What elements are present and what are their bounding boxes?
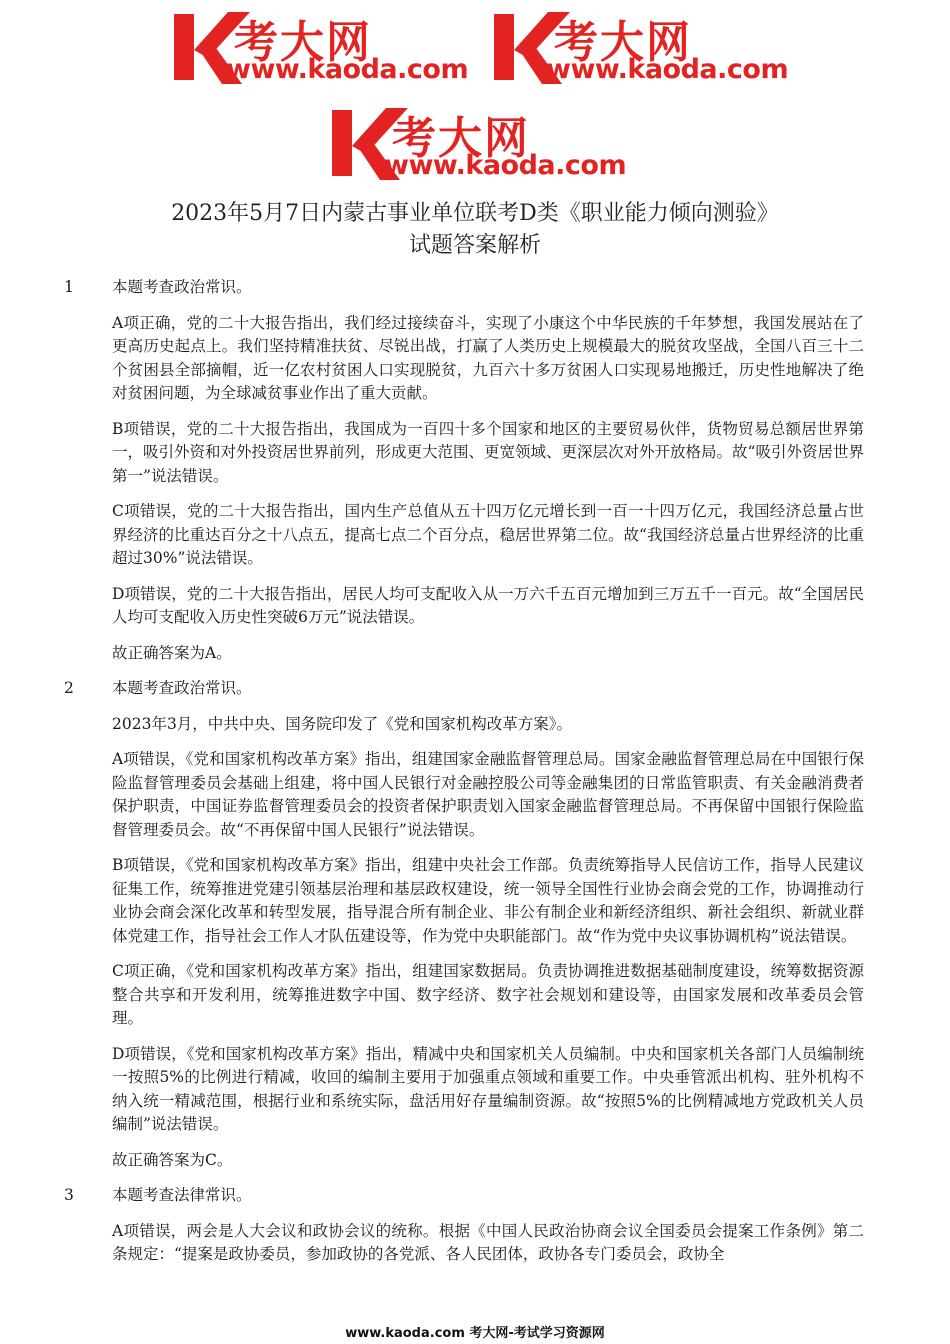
explanation-paragraph: C项正确，《党和国家机构改革方案》指出，组建国家数据局。负责协调推进数据基础制度建设，统筹数据资源整合共享和开发利用，统筹推进数字中国、数字经济、数字社会规划和建设等，由国家发展和改革委员会管理。 [112, 962, 864, 1027]
logo-right [492, 8, 812, 88]
question-heading [64, 677, 864, 701]
answer-line: 故正确答案为A。 [112, 643, 232, 662]
logo-cn-text: 考大网 [234, 17, 372, 68]
doc-title-line2: 试题答案解析 [408, 233, 541, 258]
question-heading [64, 276, 864, 300]
explanation-paragraph: A项错误，两会是人大会议和政协会议的统称。根据《中国人民政治协商会议全国委员会提案工作条例》第二条规定：“提案是政协委员，参加政协的各党派、各人民团体，政协各专门委员会，政协全 [112, 1221, 864, 1263]
question-topic: 本题考查法律常识。 [112, 1186, 252, 1204]
doc-title-line1: 2023年5月7日内蒙古事业单位联考D类《职业能力倾向测验》 [171, 201, 779, 226]
logo-center [330, 104, 650, 184]
question-number: 3 [64, 1186, 74, 1204]
logo-cn-text: 考大网 [392, 113, 530, 164]
logo-cn-text: 考大网 [554, 17, 692, 68]
logo-url-text: www.kaoda.com [226, 54, 469, 85]
page-footer: www.kaoda.com 考大网-考试学习资源网 [345, 1326, 605, 1341]
answer-content [64, 276, 864, 1267]
question-number: 2 [64, 679, 74, 697]
explanation-paragraph: C项错误，党的二十大报告指出，国内生产总值从五十四万亿元增长到一百一十四万亿元，我国经济总量占世界经济的比重达百分之十八点五，提高七点二个百分点，稳居世界第二位。故“我国经济总量占世界经济的比重超过30%”说法错误。 [112, 502, 864, 567]
explanation-paragraph: D项错误，《党和国家机构改革方案》指出，精减中央和国家机关人员编制。中央和国家机关各部门人员编制统一按照5%的比例进行精减，收回的编制主要用于加强重点领域和重要工作。中央垂管派出机构、驻外机构不纳入统一精减范围，根据行业和系统实际，盘活用好存量编制资源。故“按照5%的比例精减地方党政机关人员编制”说法错误。 [112, 1044, 864, 1133]
explanation-paragraph: 2023年3月，中共中央、国务院印发了《党和国家机构改革方案》。 [112, 714, 573, 733]
answer-line: 故正确答案为C。 [112, 1150, 233, 1169]
question-number: 1 [64, 278, 74, 296]
explanation-paragraph: B项错误，党的二十大报告指出，我国成为一百四十多个国家和地区的主要贸易伙伴，货物贸易总额居世界第一，吸引外资和对外投资居世界前列，形成更大范围、更宽领域、更深层次对外开放格局。故“吸引外资居世界第一”说法错误。 [112, 419, 864, 485]
explanation-paragraph: A项错误，《党和国家机构改革方案》指出，组建国家金融监督管理总局。国家金融监督管理总局在中国银行保险监督管理委员会基础上组建，将中国人民银行对金融控股公司等金融集团的日常监管职责、有关金融消费者保护职责，中国证券监督管理委员会的投资者保护职责划入国家金融监督管理总局。不再保留中国银行保险监督管理委员会。故“不再保留中国人民银行”说法错误。 [112, 750, 864, 839]
question-heading [64, 1184, 864, 1208]
logo-url-text: www.kaoda.com [546, 54, 789, 85]
logo-left [172, 8, 492, 88]
explanation-paragraph: B项错误，《党和国家机构改革方案》指出，组建中央社会工作部。负责统筹指导人民信访工作，指导人民建议征集工作，统筹推进党建引领基层治理和基层政权建设，统一领导全国性行业协会商会党的工作，协调推动行业协会商会深化改革和转型发展，指导混合所有制企业、非公有制企业和新经济组织、新社会组织、新就业群体党建工作，指导社会工作人才队伍建设等，作为党中央职能部门。故“作为党中央议事协调机构”说法错误。 [112, 856, 864, 945]
explanation-paragraph: D项错误，党的二十大报告指出，居民人均可支配收入从一万六千五百元增加到三万五千一百元。故“全国居民人均可支配收入历史性突破6万元”说法错误。 [112, 584, 864, 626]
logo-url-text: www.kaoda.com [384, 150, 627, 181]
question-topic: 本题考查政治常识。 [112, 278, 252, 296]
explanation-paragraph: A项正确，党的二十大报告指出，我们经过接续奋斗，实现了小康这个中华民族的千年梦想，我国发展站在了更高历史起点上。我们坚持精准扶贫、尽锐出战，打赢了人类历史上规模最大的脱贫攻坚战，全国八百三十二个贫困县全部摘帽，近一亿农村贫困人口实现脱贫，九百六十多万贫困人口实现易地搬迁，历史性地解决了绝对贫困问题，为全球减贫事业作出了重大贡献。 [112, 313, 864, 402]
question-topic: 本题考查政治常识。 [112, 679, 252, 697]
